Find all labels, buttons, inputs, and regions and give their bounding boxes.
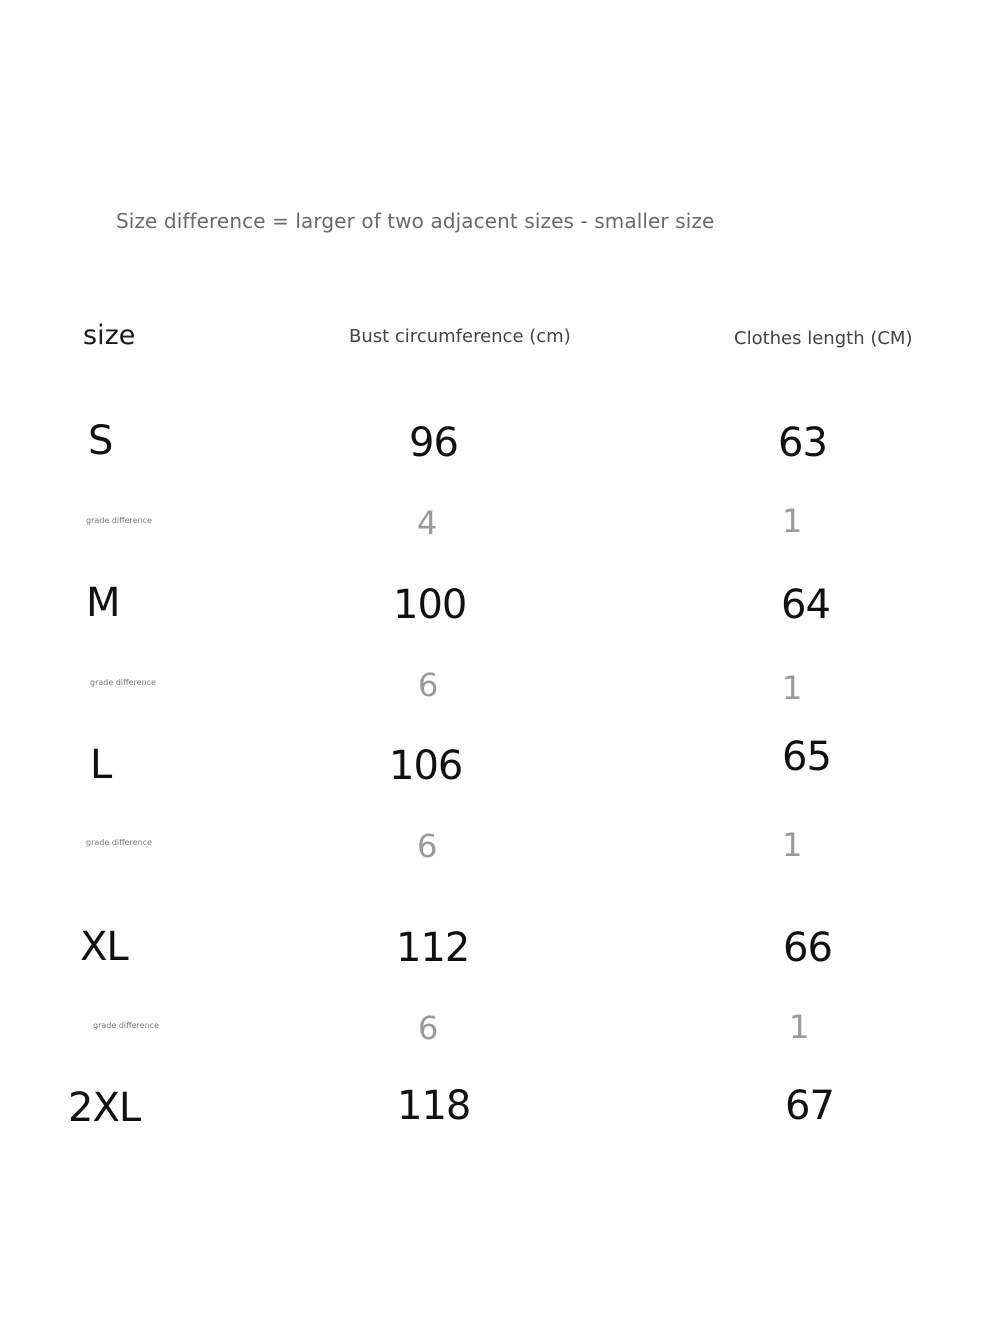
grade-difference-label: grade difference: [86, 516, 152, 525]
bust-grade-difference: 6: [418, 1009, 438, 1047]
bust-grade-difference: 6: [417, 827, 437, 865]
bust-grade-difference: 6: [418, 666, 438, 704]
length-value-l: 65: [782, 734, 831, 780]
bust-column-header: Bust circumference (cm): [349, 326, 571, 347]
size-column-header: size: [83, 320, 136, 351]
length-grade-difference: 1: [782, 502, 802, 540]
bust-value-m: 100: [393, 582, 467, 628]
size-label-xl: XL: [80, 924, 128, 970]
size-label-m: M: [86, 580, 120, 626]
length-grade-difference: 1: [782, 826, 802, 864]
size-difference-note: Size difference = larger of two adjacent sizes - smaller size: [116, 209, 715, 233]
length-value-s: 63: [778, 420, 827, 466]
grade-difference-label: grade difference: [86, 838, 152, 847]
size-label-s: S: [88, 418, 113, 464]
bust-value-l: 106: [389, 743, 463, 789]
size-label-2xl: 2XL: [68, 1085, 141, 1131]
bust-value-s: 96: [409, 420, 458, 466]
bust-value-2xl: 118: [397, 1083, 471, 1129]
size-label-l: L: [90, 742, 112, 788]
length-value-2xl: 67: [785, 1083, 834, 1129]
length-value-m: 64: [781, 582, 830, 628]
length-value-xl: 66: [783, 925, 832, 971]
grade-difference-label: grade difference: [90, 678, 156, 687]
grade-difference-label: grade difference: [93, 1021, 159, 1030]
length-grade-difference: 1: [789, 1008, 809, 1046]
bust-value-xl: 112: [396, 925, 470, 971]
length-column-header: Clothes length (CM): [734, 328, 913, 349]
length-grade-difference: 1: [782, 669, 802, 707]
bust-grade-difference: 4: [417, 504, 437, 542]
